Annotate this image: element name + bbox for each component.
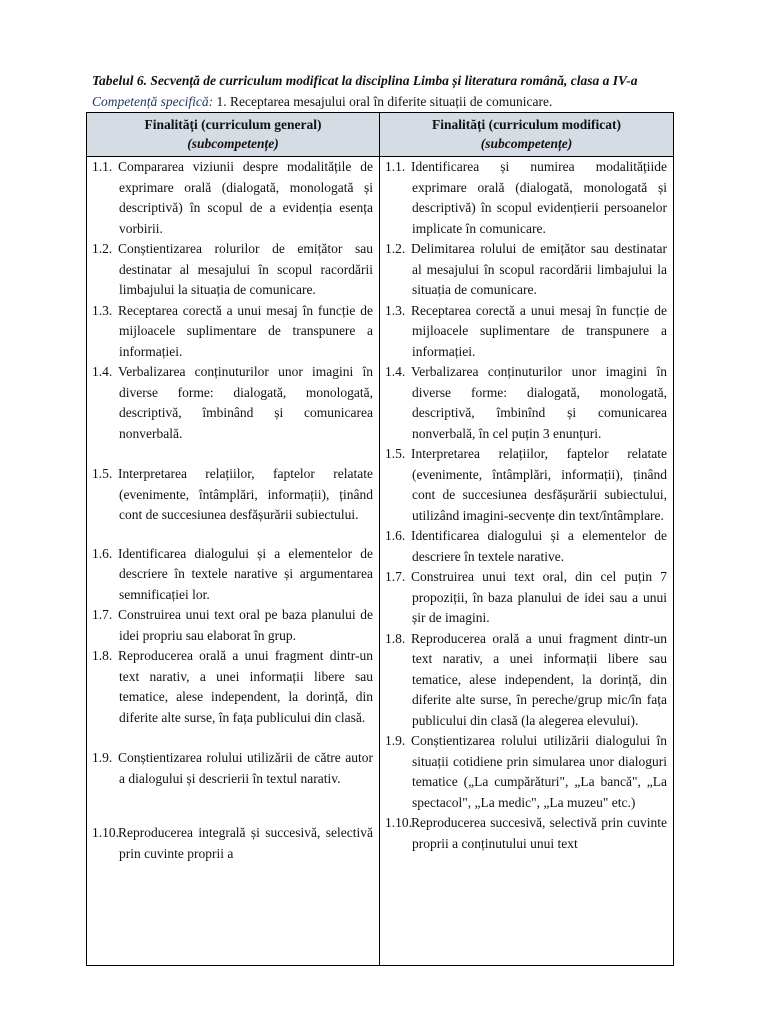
spacer	[87, 526, 379, 544]
subcompetence-item	[87, 823, 379, 864]
subcompetence-item	[87, 605, 379, 646]
item-number: 1.9.	[92, 750, 113, 765]
item-number: 1.3.	[92, 302, 113, 318]
subcompetence-item	[380, 301, 673, 363]
item-number: 1.7.	[92, 607, 113, 622]
item-text: Construirea unui text oral pe baza planului de idei propriu sau elaborat în grup.	[118, 607, 373, 643]
item-text: Reproducerea succesivă, selectivă prin cuvinte proprii a conținutului unui text	[411, 815, 667, 851]
table-body-row	[87, 157, 674, 966]
item-number: 1.8.	[385, 630, 406, 646]
subcompetence-item	[87, 157, 379, 239]
item-number: 1.5.	[92, 466, 113, 481]
item-text: Conștientizarea rolului utilizării de către autor a dialogului și descrierii în textul narativ.	[118, 750, 373, 786]
item-number: 1.10.	[385, 815, 412, 830]
spacer	[87, 444, 379, 464]
subcompetence-item	[380, 526, 673, 567]
item-text: Construirea unui text oral, din cel puțin 7 propoziții, în baza planului de idei sau a unui șir de imagini.	[411, 569, 667, 625]
item-number: 1.4.	[385, 364, 406, 379]
subcompetence-item	[87, 544, 379, 606]
item-number: 1.6.	[385, 528, 406, 543]
subcompetence-item	[87, 239, 379, 301]
item-text: Compararea viziunii despre modalitățile de exprimare orală (dialogată, monologată și descriptivă) în scopul de a evidenția esența vorbirii.	[118, 159, 373, 236]
item-text: Reproducerea integrală și succesivă, selectivă prin cuvinte proprii a	[118, 825, 373, 861]
header-general-title: Finalități (curriculum general)	[144, 117, 322, 132]
table-header-row	[87, 113, 674, 157]
item-text: Reproducerea orală a unui fragment dintr-un text narativ, a unei informații libere sau tematice, alese independent, la dorință, din diferite alte surse, în fața publicului din clasă.	[118, 648, 373, 725]
item-text: Conștientizarea rolului utilizării dialogului în situații cotidiene prin simularea unor dialoguri tematice („La cumpărături", „La bancă", „La spectacol", „La medic", „La muzeu" etc.)	[411, 733, 667, 810]
subcompetence-item	[87, 464, 379, 526]
subcompetence-item	[380, 567, 673, 629]
subcompetence-item	[87, 362, 379, 444]
competence-label: Competență specifică:	[92, 94, 214, 109]
item-number: 1.1.	[385, 159, 406, 174]
header-modified-subtitle: (subcompetențe)	[480, 136, 573, 151]
general-list	[87, 157, 379, 965]
item-text: Verbalizarea conținuturilor unor imagini în diverse forme: dialogată, monologată, descriptivă, îmbinând și comunicarea nonverbală.	[118, 364, 373, 441]
item-text: Delimitarea rolului de emițător sau destinatar al mesajului în scopul racordării limbajului la situația de comunicare.	[411, 241, 667, 297]
header-general-subtitle: (subcompetențe)	[187, 136, 279, 151]
subcompetence-item	[87, 748, 379, 789]
item-text: Identificarea dialogului și a elementelor de descriere în textele narative și argumentarea semnificației lor.	[118, 545, 373, 602]
item-text: Reproducerea orală a unui fragment dintr-un text narativ, a unei informații libere sau tematice, alese independent, la dorință, din diferite alte surse, în pereche/grup mic/în fața publicului din clasă (la alegerea elevului).	[411, 630, 667, 728]
item-number: 1.6.	[92, 545, 113, 561]
subcompetence-item	[380, 813, 673, 854]
item-number: 1.7.	[385, 569, 406, 584]
item-text: Verbalizarea conținuturilor unor imagini în diverse forme: dialogată, monologată, descriptivă, îmbinînd și comunicarea nonverbală, în cel puțin 3 enunțuri.	[411, 364, 667, 441]
item-number: 1.9.	[385, 733, 406, 748]
item-number: 1.5.	[385, 446, 406, 461]
subcompetence-item	[380, 239, 673, 301]
item-number: 1.1.	[92, 159, 113, 174]
item-number: 1.2.	[92, 241, 113, 256]
curriculum-table	[86, 112, 674, 966]
subcompetence-item	[87, 301, 379, 363]
competence-text: 1. Receptarea mesajului oral în diferite situații de comunicare.	[216, 94, 553, 109]
item-text: Interpretarea relațiilor, faptelor relatate (evenimente, întâmplări, informații), ținând cont de succesiunea desfășurării subiectului.	[118, 466, 373, 522]
item-number: 1.2.	[385, 241, 406, 256]
table-caption: Tabelul 6. Secvență de curriculum modificat la disciplina Limba și literatura română, clasa a IV-a	[92, 73, 638, 88]
subcompetence-item	[87, 646, 379, 728]
item-text: Receptarea corectă a unui mesaj în funcție de mijloacele suplimentare de transpunere a informației.	[411, 302, 667, 359]
spacer	[87, 728, 379, 748]
item-text: Identificarea dialogului și a elementelor de descriere în textele narative.	[411, 528, 667, 564]
subcompetence-item	[380, 629, 673, 732]
general-column	[87, 157, 380, 966]
header-modified-title: Finalități (curriculum modificat)	[432, 117, 621, 132]
header-modified	[380, 113, 674, 157]
subcompetence-item	[380, 157, 673, 239]
item-number: 1.10.	[92, 825, 119, 840]
subcompetence-item	[380, 444, 673, 526]
item-text: Interpretarea relațiilor, faptelor relatate (evenimente, întâmplări, informații), ținând cont de succesiunea desfășurării subiectului, utilizând imagini-secvențe din text/întâmplare.	[411, 446, 667, 523]
modified-column	[380, 157, 674, 966]
subcompetence-item	[380, 362, 673, 444]
item-number: 1.3.	[385, 302, 406, 318]
modified-list	[380, 157, 673, 965]
subcompetence-item	[380, 731, 673, 813]
specific-competence	[92, 93, 682, 111]
item-text: Receptarea corectă a unui mesaj în funcție de mijloacele suplimentare de transpunere a informației.	[118, 302, 373, 359]
item-text: Identificarea și numirea modalitățiide exprimare orală (dialogată, monologată și descriptivă) în scopul evidențierii persoanelor implicate în comunicare.	[411, 159, 667, 236]
item-number: 1.8.	[92, 648, 113, 663]
item-text: Conștientizarea rolurilor de emițător sau destinatar al mesajului în scopul racordării limbajului la situația de comunicare.	[118, 241, 373, 297]
spacer	[87, 789, 379, 823]
item-number: 1.4.	[92, 364, 113, 379]
header-general	[87, 113, 380, 157]
